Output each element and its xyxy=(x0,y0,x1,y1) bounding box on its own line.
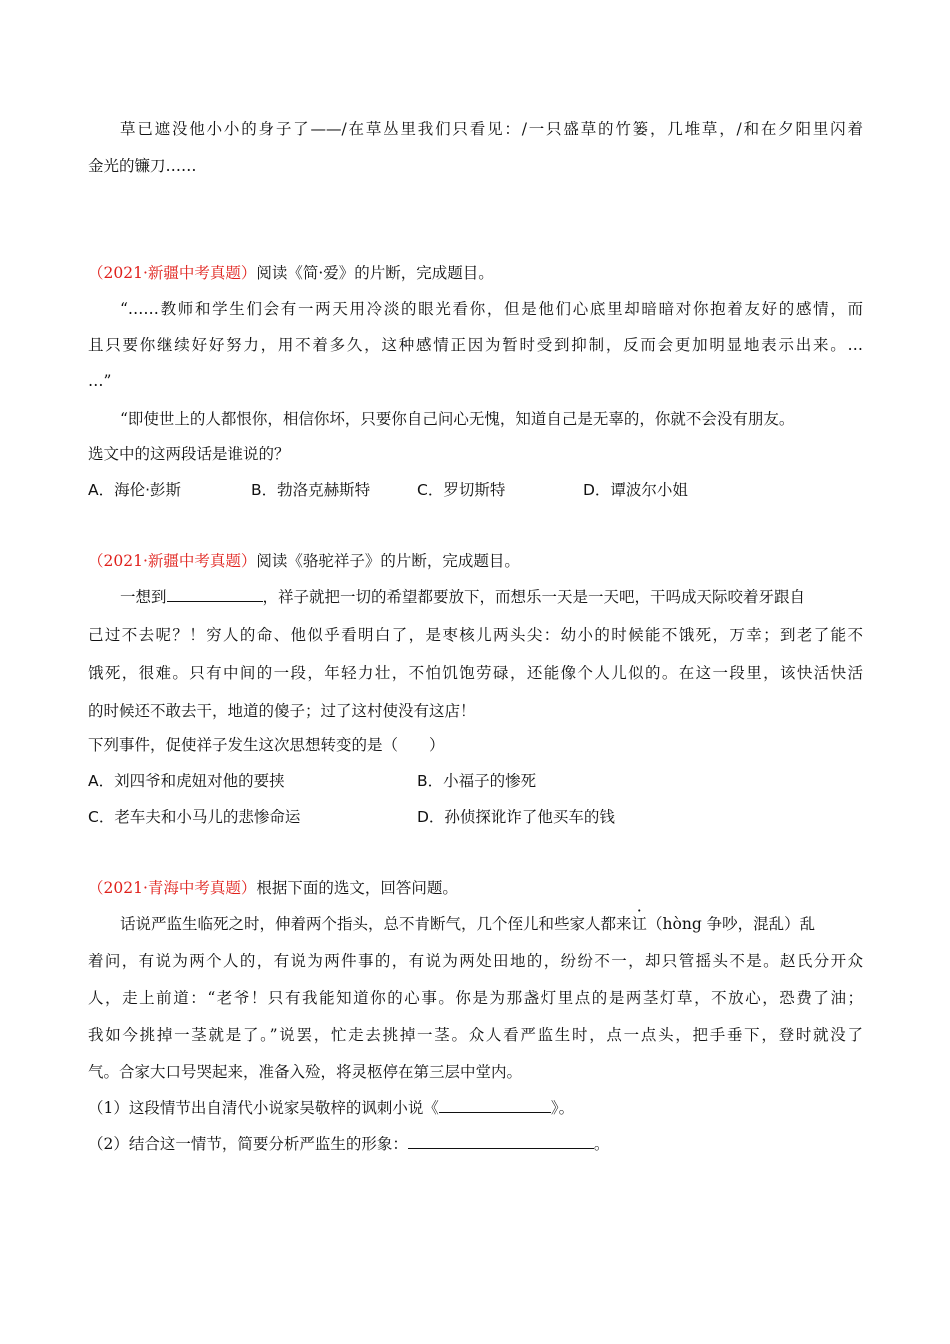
q3-source: （2021·青海中考真题） xyxy=(88,879,257,897)
q1-source: （2021·新疆中考真题） xyxy=(88,264,257,282)
q3-passage-line-4: 我如今挑掉一茎就是了。”说罢，忙走去挑掉一茎。众人看严监生时，点一点头，把手垂下，登时就没了 xyxy=(88,1026,863,1044)
q2-option-a[interactable]: A．刘四爷和虎妞对他的要挟 xyxy=(88,772,285,790)
q2-source: （2021·新疆中考真题） xyxy=(88,552,257,570)
q1-option-b[interactable]: B．勃洛克赫斯特 xyxy=(251,481,371,499)
q3-sub1-blank[interactable] xyxy=(439,1097,551,1113)
q3-text-b: （hòng 争吵，混乱）乱 xyxy=(647,915,816,933)
poem-line-2: 金光的镰刀…… xyxy=(88,157,197,175)
q3-passage-line-2: 着问，有说为两个人的，有说为两件事的，有说为两处田地的，纷纷不一，却只管摇头不是。赵氏分开众 xyxy=(88,952,863,970)
q2-answer-blank[interactable] xyxy=(167,586,263,602)
q2-passage-line-4: 的时候还不敢去干，地道的傻子；过了这村使没有这店！ xyxy=(88,702,476,720)
q1-passage-line-4: “即使世上的人都恨你，相信你坏，只要你自己问心无愧，知道自己是无辜的，你就不会没有朋友。 xyxy=(120,410,795,428)
q3-passage-line-5: 气。合家大口号哭起来，准备入殓，将灵柩停在第三层中堂内。 xyxy=(88,1063,523,1081)
q3-sub1-text: （1）这段情节出自清代小说家吴敬梓的讽刺小说《 xyxy=(88,1099,439,1117)
q2-option-d[interactable]: D．孙侦探讹诈了他买车的钱 xyxy=(417,808,615,826)
q3-header xyxy=(88,877,863,899)
q2-passage-line-2: 己过不去呢？！穷人的命、他似乎看明白了，是枣核儿两头尖：幼小的时候能不饿死，万幸；到老了能不 xyxy=(88,626,863,644)
q1-question: 选文中的这两段话是谁说的？ xyxy=(88,445,290,463)
q2-text-a: 一想到 xyxy=(120,588,167,606)
q2-option-c[interactable]: C．老车夫和小马儿的悲惨命运 xyxy=(88,808,301,826)
q1-passage-line-2: 且只要你继续好好努力，用不着多久，这种感情正因为暂时受到抑制，反而会更加明显地表示出来。… xyxy=(88,336,863,354)
q3-sub2-end: 。 xyxy=(593,1135,610,1153)
q1-option-a[interactable]: A．海伦·彭斯 xyxy=(88,481,182,499)
q1-prompt: 阅读《简·爱》的片断，完成题目。 xyxy=(256,264,494,282)
q3-sub1-end: 》。 xyxy=(550,1099,575,1117)
q3-subquestion-2 xyxy=(88,1133,863,1155)
q1-passage-line-3: …” xyxy=(88,372,112,390)
q3-subquestion-1 xyxy=(88,1097,863,1119)
q2-text-b: ，祥子就把一切的希望都要放下，而想乐一天是一天吧，干吗成天际咬着牙跟自 xyxy=(262,588,806,606)
q3-text-a: 话说严监生临死之时，伸着两个指头，总不肯断气，几个侄儿和些家人都来 xyxy=(120,915,632,933)
poem-line-1: 草已遮没他小小的身子了——/在草丛里我们只看见：/一只盛草的竹篓，几堆草，/和在夕阳里闪着 xyxy=(120,120,863,138)
q1-option-d[interactable]: D．谭波尔小姐 xyxy=(583,481,688,499)
q3-prompt: 根据下面的选文，回答问题。 xyxy=(256,879,458,897)
q2-question: 下列事件，促使祥子发生这次思想转变的是（ ） xyxy=(88,736,445,754)
q1-header xyxy=(88,262,863,284)
q2-header xyxy=(88,550,863,572)
q2-prompt: 阅读《骆驼祥子》的片断，完成题目。 xyxy=(256,552,520,570)
q1-option-c[interactable]: C．罗切斯特 xyxy=(417,481,506,499)
q3-sub2-text: （2）结合这一情节，简要分析严监生的形象： xyxy=(88,1135,408,1153)
q3-dotted-char: 讧 xyxy=(631,915,648,933)
q3-passage-line-1 xyxy=(120,913,863,935)
q2-option-b[interactable]: B．小福子的惨死 xyxy=(417,772,537,790)
q2-passage-line-1 xyxy=(120,586,863,608)
q1-passage-line-1: “……教师和学生们会有一两天用冷淡的眼光看你，但是他们心底里却暗暗对你抱着友好的感情，而 xyxy=(120,300,863,318)
q3-passage-line-3: 人，走上前道：“老爷！只有我能知道你的心事。你是为那盏灯里点的是两茎灯草，不放心，恐费了油； xyxy=(88,989,863,1007)
q3-sub2-blank[interactable] xyxy=(408,1133,594,1149)
q2-passage-line-3: 饿死，很难。只有中间的一段，年轻力壮，不怕饥饱劳碌，还能像个人儿似的。在这一段里，该快活快活 xyxy=(88,664,863,682)
